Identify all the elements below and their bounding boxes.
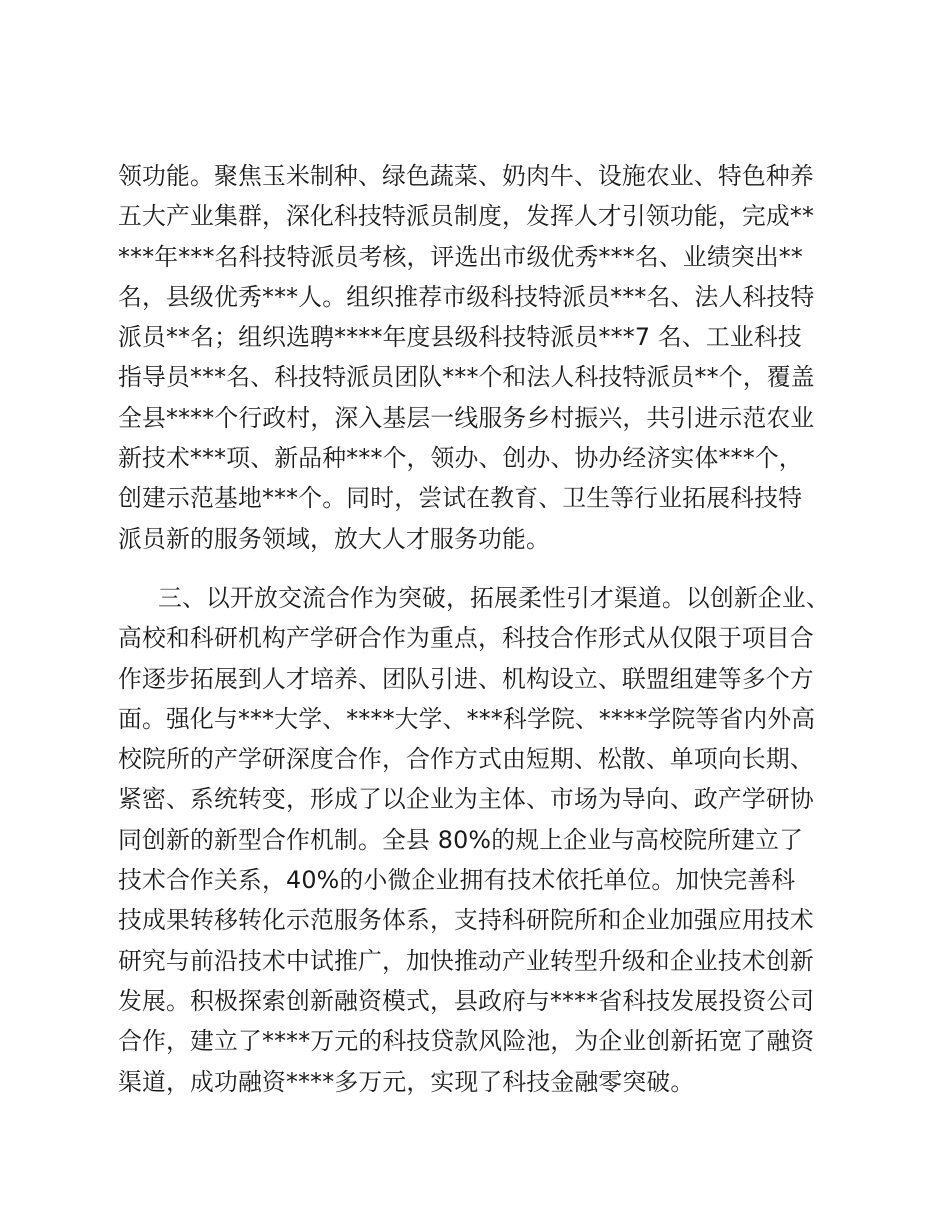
text-line: 研究与前沿技术中试推广，加快推动产业转型升级和企业技术创新 <box>118 946 814 975</box>
text-line: 指导员***名、科技特派员团队***个和法人科技特派员**个，覆盖 <box>118 363 815 392</box>
text-line: 名，县级优秀***人。组织推荐市级科技特派员***名、法人科技特 <box>118 282 815 311</box>
text-line: 派员新的服务领域，放大人才服务功能。 <box>118 524 550 553</box>
text-line: 派员**名；组织选聘****年度县级科技特派员***7 名、工业科技 <box>118 323 802 352</box>
paragraph-2 <box>118 578 853 1102</box>
paragraph-1 <box>118 156 853 559</box>
text-line: 五大产业集群，深化科技特派员制度，发挥人才引领功能，完成** <box>118 202 815 231</box>
text-line: 面。强化与***大学、****大学、***科学院、****学院等省内外高 <box>118 704 816 733</box>
text-line: 合作，建立了****万元的科技贷款风险池，为企业创新拓宽了融资 <box>118 1027 815 1056</box>
paragraph-gap <box>118 559 853 578</box>
text-line: 技术合作关系，40%的小微企业拥有技术依托单位。加快完善科 <box>118 866 796 895</box>
text-line: 高校和科研机构产学研合作为重点，科技合作形式从仅限于项目合 <box>118 624 814 653</box>
text-line: 技成果转移转化示范服务体系，支持科研院所和企业加强应用技术 <box>118 906 814 935</box>
text-line: 创建示范基地***个。同时，尝试在教育、卫生等行业拓展科技特 <box>118 484 803 513</box>
document-page <box>118 156 853 1102</box>
text-line: 新技术***项、新品种***个，领办、创办、协办经济实体***个， <box>118 444 803 473</box>
text-line: ***年***名科技特派员考核，评选出市级优秀***名、业绩突出** <box>118 242 804 271</box>
text-line: 作逐步拓展到人才培养、团队引进、机构设立、联盟组建等多个方 <box>118 664 814 693</box>
text-line: 渠道，成功融资****多万元，实现了科技金融零突破。 <box>118 1067 695 1096</box>
text-line: 三、以开放交流合作为突破，拓展柔性引才渠道。以创新企业、 <box>158 583 830 612</box>
text-line: 同创新的新型合作机制。全县 80%的规上企业与高校院所建立了 <box>118 825 804 854</box>
text-line: 紧密、系统转变，形成了以企业为主体、市场为导向、政产学研协 <box>118 785 814 814</box>
text-line: 发展。积极探索创新融资模式，县政府与****省科技发展投资公司 <box>118 986 815 1015</box>
text-line: 全县****个行政村，深入基层一线服务乡村振兴，共引进示范农业 <box>118 403 815 432</box>
text-line: 校院所的产学研深度合作，合作方式由短期、松散、单项向长期、 <box>118 745 814 774</box>
text-line: 领功能。聚焦玉米制种、绿色蔬菜、奶肉牛、设施农业、特色种养 <box>118 162 814 190</box>
